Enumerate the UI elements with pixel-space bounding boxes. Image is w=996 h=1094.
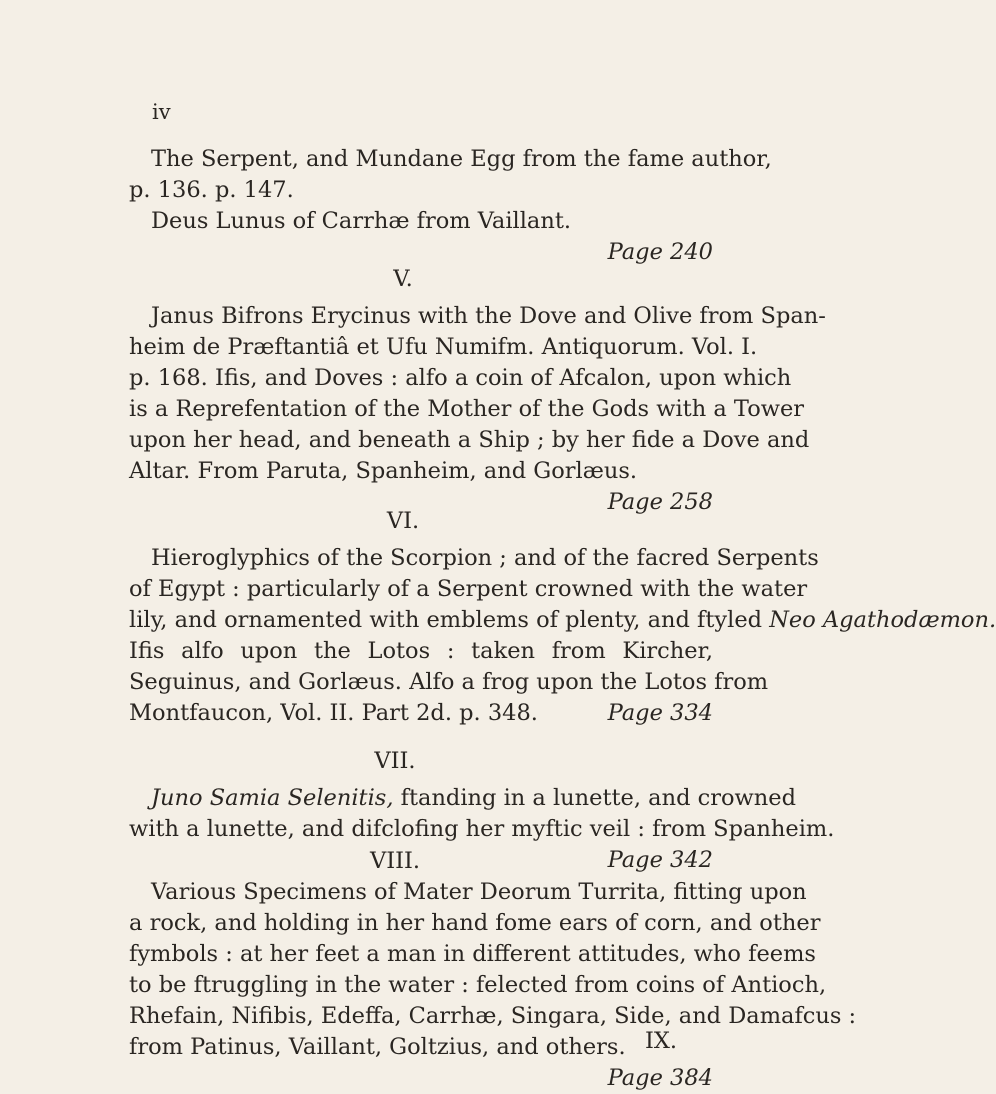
entry-line: Hieroglyphics of the Scorpion ; and of the facred Serpents <box>151 545 819 571</box>
entry-line: to be ftruggling in the water : felected from coins of Antioch, <box>129 972 827 998</box>
entry-line-with-ref: Montfaucon, Vol. II. Part 2d. p. 348. Page 334 <box>129 698 713 729</box>
section-numeral: IX. <box>644 1028 678 1054</box>
entry-line: heim de Præftantiâ et Ufu Numifm. Antiquorum. Vol. I. <box>129 334 758 360</box>
entry-line: is a Reprefentation of the Mother of the Gods with a Tower <box>129 396 805 422</box>
entry-hieroglyphics <box>129 543 996 729</box>
entry-serpent-egg <box>129 144 772 268</box>
entry-line: upon her head, and beneath a Ship ; by her fide a Dove and <box>129 427 810 453</box>
entry-line-with-ref: Altar. From Paruta, Spanheim, and Gorlæus. Page 258 <box>129 456 713 487</box>
entry-line: p. 136. p. 147. <box>129 177 294 203</box>
page-reference: Page 258 <box>607 489 713 515</box>
entry-line: p. 168. Ifis, and Doves : alfo a coin of Afcalon, upon which <box>129 365 792 391</box>
page-number: iv <box>152 100 171 124</box>
entry-line: fymbols : at her feet a man in different attitudes, who feems <box>129 941 816 967</box>
entry-janus-bifrons <box>129 301 826 518</box>
section-numeral: VII. <box>374 748 416 774</box>
entry-line: a rock, and holding in her hand fome ears of corn, and other <box>129 910 821 936</box>
entry-line: Seguinus, and Gorlæus. Alfo a frog upon the Lotos from <box>129 669 769 695</box>
entry-line: Ifis alfo upon the Lotos : taken from Kircher, <box>129 638 713 664</box>
entry-line: Rhefain, Nifibis, Edeffa, Carrhæ, Singara, Side, and Damafcus : <box>129 1003 857 1029</box>
entry-line: Various Specimens of Mater Deorum Turrita, fitting upon <box>151 879 807 905</box>
entry-line: with a lunette, and difclofing her myftic veil : from Spanheim. <box>129 816 835 842</box>
entry-line: Deus Lunus of Carrhæ from Vaillant. <box>151 208 572 234</box>
entry-line: lily, and ornamented with emblems of plenty, and ftyled Neo Agathodæmon. <box>129 607 996 633</box>
section-numeral: VIII. <box>369 848 421 874</box>
entry-line: of Egypt : particularly of a Serpent crowned with the water <box>129 576 808 602</box>
entry-mater-deorum <box>129 877 857 1094</box>
section-numeral: V. <box>393 266 413 292</box>
page-reference: Page 384 <box>607 1065 713 1091</box>
page-reference: Page 240 <box>607 239 713 265</box>
entry-line: Janus Bifrons Erycinus with the Dove and Olive from Span- <box>151 303 826 329</box>
page-reference: Page 334 <box>607 700 713 726</box>
entry-line: Juno Samia Selenitis, ftanding in a lunette, and crowned <box>151 785 797 811</box>
entry-line: The Serpent, and Mundane Egg from the fame author, <box>151 146 772 172</box>
page-reference: Page 342 <box>607 847 713 873</box>
entry-line-with-ref: from Patinus, Vaillant, Goltzius, and others. Page 384 <box>129 1032 713 1063</box>
section-numeral: VI. <box>386 508 420 534</box>
